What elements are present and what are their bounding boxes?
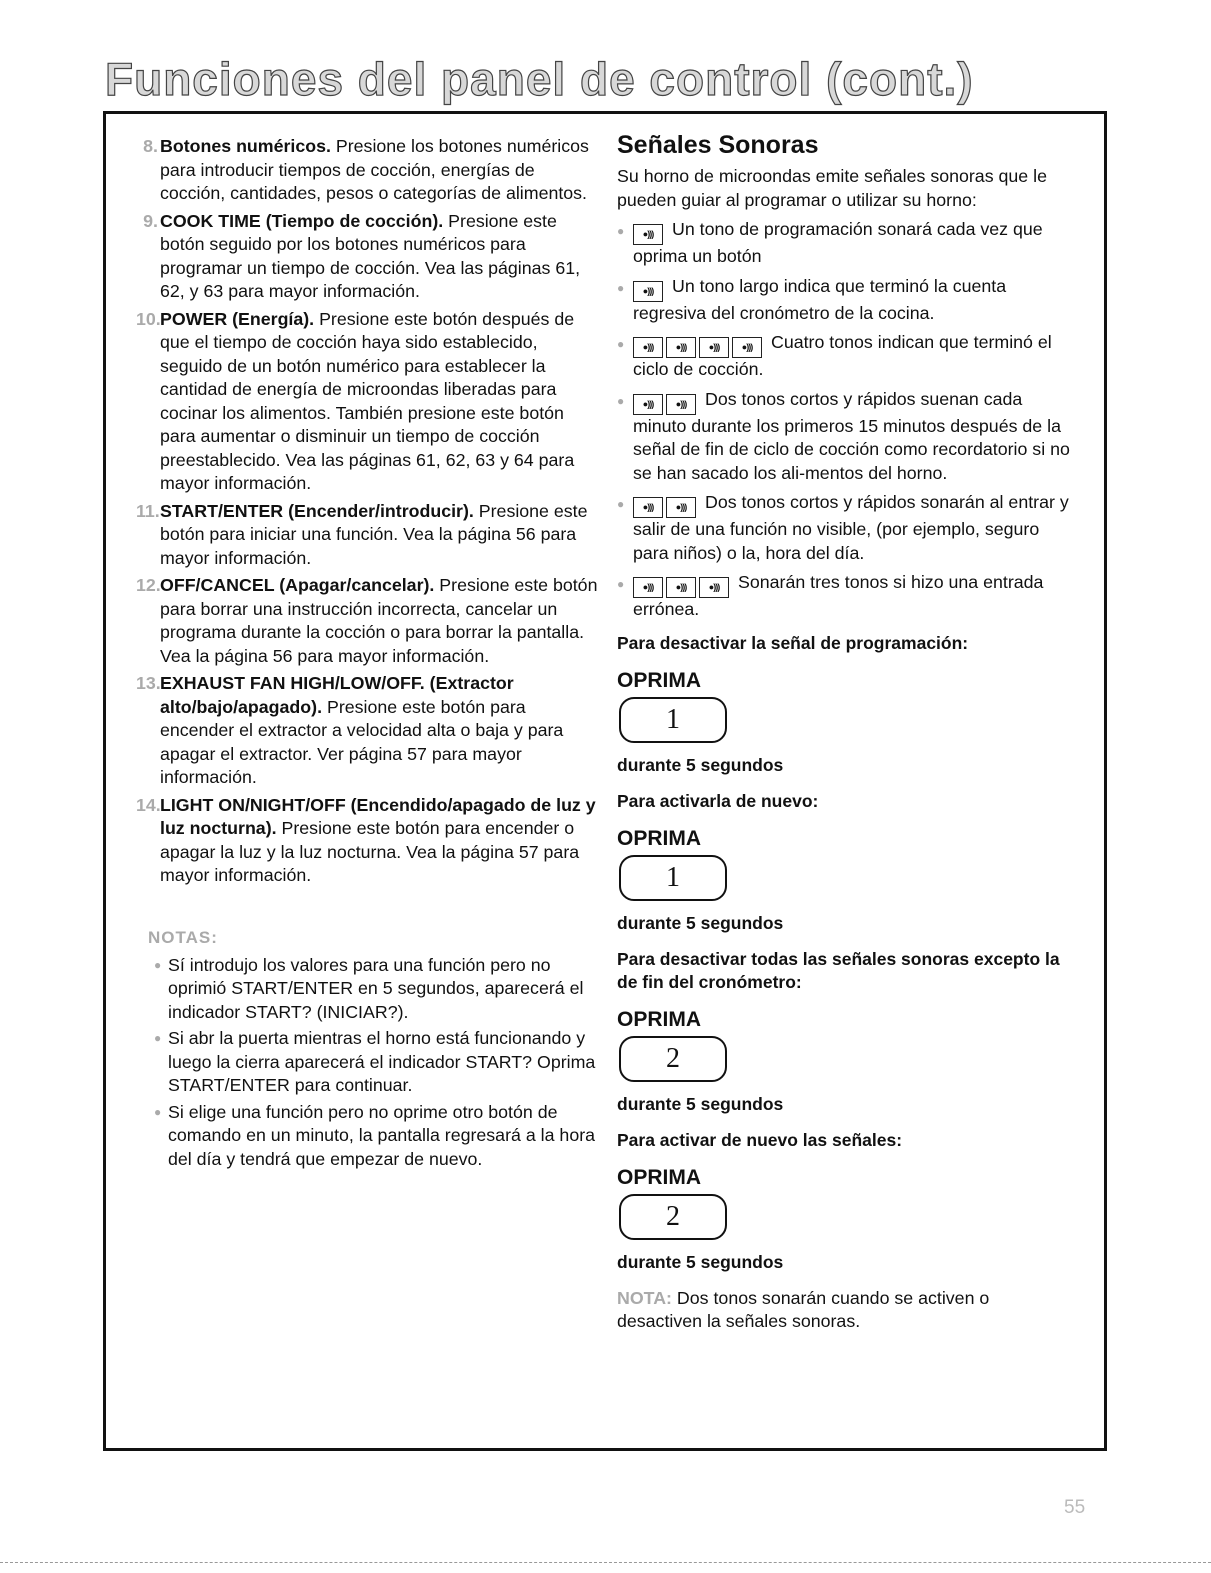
- signal-item: [617, 491, 1079, 565]
- item-heading: START/ENTER (Encender/introducir).: [160, 500, 474, 521]
- number-key: 1: [619, 697, 727, 743]
- tone-icon: [666, 577, 696, 598]
- tone-icon: [699, 337, 729, 358]
- signal-text: Sonarán tres tonos si hizo una entrada errónea.: [633, 572, 1044, 619]
- item-heading: LIGHT ON/NIGHT/OFF (Encendido/apagado de luz y luz nocturna).: [160, 794, 596, 838]
- signal-text: Dos tonos cortos y rápidos suenan cada minuto durante los primeros 15 minutos después de la señal de fin de ciclo de cocción como recordatorio si no se han sacado los ali-mentos del horno.: [633, 388, 1070, 483]
- bullet-icon: ●: [617, 280, 625, 295]
- control-item: [136, 794, 604, 888]
- note-text: Si elige una función pero no oprime otro botón de comando en un minuto, la pantalla regresará a la hora del día y tendrá que empezar de nuevo.: [168, 1101, 596, 1169]
- instruction-block: [617, 790, 1079, 934]
- duration-text: durante 5 segundos: [617, 912, 784, 933]
- nota: [617, 1287, 1079, 1334]
- intro-text: Su horno de microondas emite señales sonoras que le pueden guiar al programar o utilizar su horno:: [617, 166, 1047, 210]
- signal-list: [617, 218, 1079, 622]
- tone-group: [633, 333, 765, 358]
- note-item: [136, 954, 604, 1025]
- tone-group: [633, 573, 732, 598]
- control-item: [136, 672, 604, 790]
- page-title: Funciones del panel de control (cont.): [105, 53, 974, 105]
- notes-list: [136, 954, 604, 1172]
- signal-item: [617, 218, 1079, 269]
- item-number: 10.: [136, 308, 161, 329]
- tone-icon: [666, 497, 696, 518]
- note-text: Si abr la puerta mientras el horno está funcionando y luego la cierra aparecerá el indicador START? Oprima START/ENTER para continuar.: [168, 1028, 596, 1095]
- bullet-icon: ●: [154, 1031, 162, 1045]
- tone-icon: [633, 497, 663, 518]
- bullet-icon: ●: [617, 337, 625, 351]
- signal-item: [617, 331, 1079, 382]
- signal-text: Un tono de programación sonará cada vez que oprima un botón: [633, 219, 1043, 266]
- section-title: Señales Sonoras: [617, 131, 819, 159]
- bullet-icon: ●: [617, 393, 625, 408]
- tone-icon: [699, 577, 729, 598]
- signal-text: Un tono largo indica que terminó la cuenta regresiva del cronómetro de la cocina.: [633, 275, 1007, 323]
- block-heading: Para activar de nuevo las señales:: [617, 1129, 903, 1150]
- item-text: Presione los botones numéricos para introducir tiempos de cocción, energías de cocción, cantidades, pesos o categorías de alimentos.: [160, 136, 589, 203]
- item-heading: POWER (Energía).: [160, 308, 315, 329]
- tone-icon: [633, 281, 663, 302]
- right-column: [617, 130, 1079, 1334]
- note-item: [136, 1101, 604, 1172]
- item-number: 9.: [143, 210, 158, 231]
- signal-text: Dos tonos cortos y rápidos sonarán al entrar y salir de una función no visible, (por ejemplo, seguro para niños) o la, hora del día.: [633, 492, 1069, 563]
- instruction-block: [617, 1129, 1079, 1273]
- tone-icon: [633, 224, 663, 245]
- duration-text: durante 5 segundos: [617, 1093, 784, 1114]
- instruction-block: [617, 632, 1079, 776]
- signal-item: [617, 275, 1079, 326]
- tone-icon: [666, 337, 696, 358]
- tone-group: [633, 390, 699, 415]
- item-text: Presione este botón para iniciar una función. Vea la página 56 para mayor información.: [160, 500, 588, 568]
- tone-icon: [633, 337, 663, 358]
- item-heading: COOK TIME (Tiempo de cocción).: [160, 210, 444, 231]
- bullet-icon: ●: [617, 577, 625, 591]
- note-item: [136, 1027, 604, 1098]
- item-heading: OFF/CANCEL (Apagar/cancelar).: [160, 575, 435, 595]
- tone-icon: [666, 394, 696, 415]
- tone-icon: [633, 577, 663, 598]
- block-heading: Para desactivar la señal de programación:: [617, 632, 969, 653]
- control-item: [136, 210, 604, 304]
- tone-group: [633, 493, 699, 518]
- control-item: [136, 308, 604, 496]
- duration-text: durante 5 segundos: [617, 754, 784, 775]
- item-text: Presione este botón para encender o apagar la luz y la luz nocturna. Vea la página 57 para mayor información.: [160, 818, 580, 885]
- press-label: OPRIMA: [617, 826, 701, 850]
- press-label: OPRIMA: [617, 1007, 701, 1031]
- bullet-icon: ●: [154, 957, 162, 972]
- control-item: [136, 500, 604, 571]
- item-text: Presione este botón seguido por los botones numéricos para programar un tiempo de cocción. Vea las páginas 61, 62, y 63 para mayor información.: [160, 210, 581, 301]
- item-heading: Botones numéricos.: [160, 136, 331, 156]
- item-number: 12.: [136, 575, 161, 595]
- instruction-blocks: [617, 632, 1079, 1273]
- note-text: Sí introdujo los valores para una función pero no oprimió START/ENTER en 5 segundos, aparecerá el indicador START? (INICIAR?).: [168, 954, 584, 1022]
- duration-text: durante 5 segundos: [617, 1251, 784, 1272]
- instruction-block: [617, 948, 1079, 1115]
- nota-text: Dos tonos sonarán cuando se activen o desactiven la señales sonoras.: [617, 1287, 990, 1331]
- signal-item: [617, 571, 1079, 622]
- block-heading: Para activarla de nuevo:: [617, 790, 819, 811]
- control-item: [136, 574, 604, 668]
- item-heading: EXHAUST FAN HIGH/LOW/OFF. (Extractor alto/bajo/apagado).: [160, 673, 514, 717]
- item-text: Presione este botón después de que el tiempo de cocción haya sido establecido, seguido de un botón numérico para establecer la cantidad de energía de microondas liberadas para cocinar los alimentos. También presione este botón para aumentar o disminuir un tiempo de cocción preestablecido. Vea las páginas 61, 62, 63 y 64 para mayor información.: [160, 308, 575, 493]
- tone-icon: [633, 394, 663, 415]
- left-column: [136, 135, 604, 1174]
- item-text: Presione este botón para encender el extractor a velocidad alta o baja y para apagar el extractor. Ver página 57 para mayor información.: [160, 696, 564, 787]
- bottom-divider: [0, 1562, 1211, 1563]
- block-heading: Para desactivar todas las señales sonoras excepto la de fin del cronómetro:: [617, 948, 1060, 992]
- tone-group: [633, 277, 666, 302]
- tone-icon: [732, 337, 762, 358]
- control-list: [136, 135, 604, 888]
- item-text: Presione este botón para borrar una instrucción incorrecta, cancelar un programa durante la cocción o para borrar la pantalla. Vea la página 56 para mayor información.: [160, 575, 598, 666]
- number-key: 1: [619, 855, 727, 901]
- notes-title: NOTAS:: [148, 927, 218, 947]
- bullet-icon: ●: [617, 224, 625, 238]
- item-number: 14.: [136, 794, 161, 815]
- control-item: [136, 135, 604, 206]
- press-label: OPRIMA: [617, 668, 701, 692]
- bullet-icon: ●: [617, 497, 625, 511]
- number-key: 2: [619, 1194, 727, 1240]
- press-label: OPRIMA: [617, 1165, 701, 1189]
- item-number: 11.: [136, 500, 160, 521]
- signal-item: [617, 388, 1079, 486]
- tone-group: [633, 220, 666, 245]
- signal-text: Cuatro tonos indican que terminó el ciclo de cocción.: [633, 332, 1052, 379]
- page-number: 55: [1064, 1497, 1086, 1518]
- item-number: 8.: [143, 136, 158, 156]
- number-key: 2: [619, 1036, 727, 1082]
- nota-label: NOTA:: [617, 1287, 672, 1308]
- bullet-icon: ●: [154, 1104, 162, 1119]
- item-number: 13.: [136, 673, 161, 693]
